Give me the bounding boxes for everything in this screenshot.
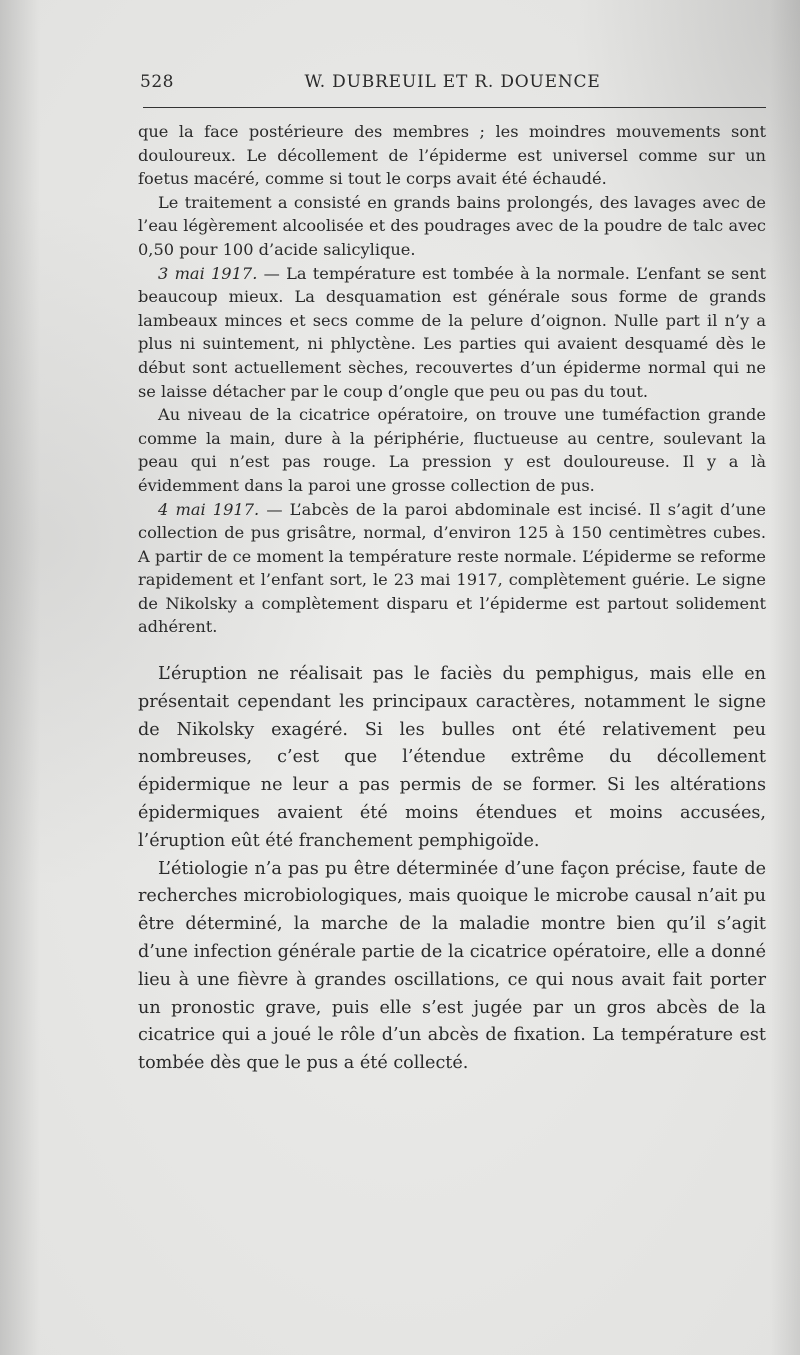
observation-paragraph-5-text: — L’abcès de la paroi abdominale est incisé. Il s’agit d’une collection de pus grisâtre, normal, d’environ 125 à 150 centimètres cubes. A partir de ce moment la température reste normale. L’épiderme se reforme rapidement et l’enfant sort, le 23 mai 1917, complètement guérie. Le signe de Nikolsky a complètement disparu et l’épiderme est partout solidement adhérent. [138,499,766,637]
date-3-mai: 3 mai 1917. [158,263,258,283]
observation-paragraph-1: que la face postérieure des membres ; les moindres mouvements sont douloureux. Le décollement de l’épiderme est universel comme sur un foetus macéré, comme si tout le corps avait été échaudé. [138,122,766,189]
body-text [138,120,766,1078]
date-4-mai: 4 mai 1917. [158,499,260,519]
header-title: W. DUBREUIL ET R. DOUENCE [304,72,601,92]
observation-paragraph-5 [138,498,766,640]
running-head [140,70,765,98]
observation-paragraph-4: Au niveau de la cicatrice opératoire, on trouve une tuméfaction grande comme la main, dure à la périphérie, fluctueuse au centre, soulevant la peau qui n’est pas rouge. La pression y est douloureuse. Il y a là évidemment dans la paroi une grosse collection de pus. [138,405,766,495]
discussion-section [138,661,766,1078]
observation-paragraph-3 [138,262,766,404]
observation-paragraph-3-text: — La température est tombée à la normale. L’enfant se sent beaucoup mieux. La desquamation est générale sous forme de grands lambeaux minces et secs comme de la pelure d’oignon. Nulle part il n’y a plus ni suintement, ni phlyctène. Les parties qui avaient desquamé dès le début sont actuellement sèches, recouvertes d’un épiderme normal qui ne se laisse détacher par le coup d’ongle que peu ou pas du tout. [138,263,766,401]
page-edge-shadow-left [0,0,40,1355]
header-rule [143,107,766,108]
page-number: 528 [140,72,174,92]
page-edge-shadow-right [770,0,800,1355]
discussion-paragraph-1: L’éruption ne réalisait pas le faciès du pemphigus, mais elle en présentait cependant les principaux caractères, notamment le signe de Nikolsky exagéré. Si les bulles ont été relativement peu nombreuses, c’est que l’étendue extrême du décollement épidermique ne leur a pas permis de se former. Si les altérations épidermiques avaient été moins étendues et moins accusées, l’éruption eût été franchement pemphigoïde. [138,664,766,851]
discussion-paragraph-2: L’étiologie n’a pas pu être déterminée d’une façon précise, faute de recherches microbiologiques, mais quoique le microbe causal n’ait pu être déterminé, la marche de la maladie montre bien qu’il s’agit d’une infection générale partie de la cicatrice opératoire, elle a donné lieu à une fièvre à grandes oscillations, ce qui nous avait fait porter un pronostic grave, puis elle s’est jugée par un gros abcès de la cicatrice qui a joué le rôle d’un abcès de fixation. La température est tombée dès que le pus a été collecté. [138,858,766,1074]
observation-section [138,120,766,639]
observation-paragraph-2: Le traitement a consisté en grands bains prolongés, des lavages avec de l’eau légèrement alcoolisée et des poudrages avec de la poudre de talc avec 0,50 pour 100 d’acide salicylique. [138,192,766,259]
